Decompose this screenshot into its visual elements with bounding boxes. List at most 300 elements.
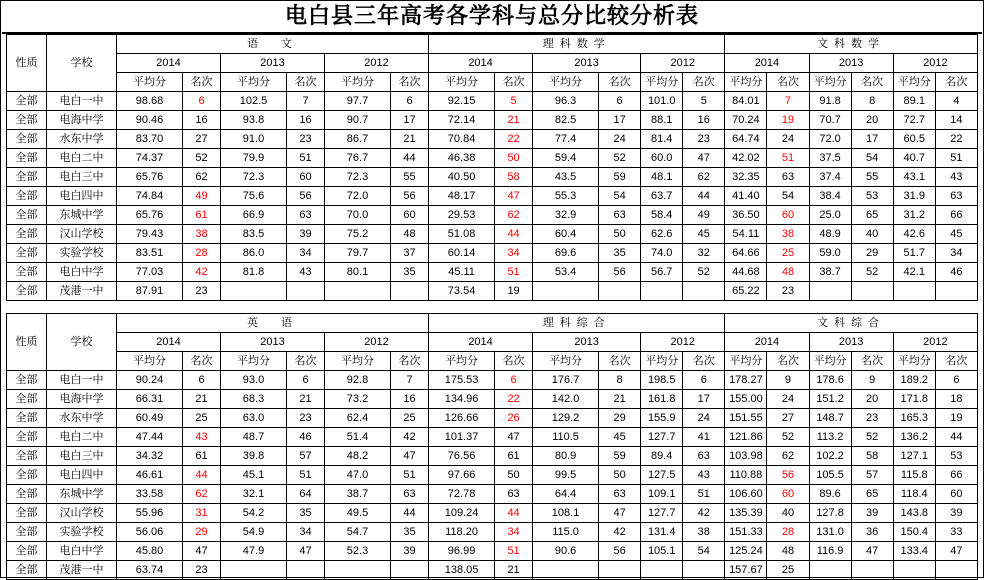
cell-rank: 62 [183, 485, 221, 504]
cell-average-score: 69.6 [533, 244, 599, 263]
cell-average-score: 51.08 [429, 225, 495, 244]
cell-rank: 44 [495, 225, 533, 244]
header-year-2013: 2013 [221, 54, 325, 73]
cell-average-score: 72.3 [221, 168, 287, 187]
cell-average-score: 70.24 [725, 111, 767, 130]
cell-average-score: 53.4 [533, 263, 599, 282]
cell-rank: 39 [391, 542, 429, 561]
cell-average-score: 84.01 [725, 92, 767, 111]
cell-rank: 26 [495, 409, 533, 428]
cell-rank: 33 [935, 523, 977, 542]
cell-average-score: 79.43 [117, 225, 183, 244]
cell-average-score: 39.8 [221, 447, 287, 466]
cell-average-score: 93.8 [221, 111, 287, 130]
cell-rank: 57 [851, 466, 893, 485]
cell-average-score: 135.39 [725, 504, 767, 523]
cell-average-score: 75.6 [221, 187, 287, 206]
cell-rank: 43 [287, 263, 325, 282]
cell-rank: 51 [495, 263, 533, 282]
header-average-score: 平均分 [117, 352, 183, 371]
cell-rank: 48 [767, 542, 809, 561]
cell-rank: 44 [183, 466, 221, 485]
cell-rank: 19 [935, 409, 977, 428]
cell-rank: 21 [391, 130, 429, 149]
cell-property: 全部 [7, 225, 47, 244]
cell-average-score: 80.1 [325, 263, 391, 282]
cell-school-name: 水东中学 [47, 409, 117, 428]
cell-average-score: 72.3 [325, 168, 391, 187]
table-row [7, 561, 978, 580]
header-average-score: 平均分 [893, 73, 935, 92]
cell-average-score: 125.24 [725, 542, 767, 561]
cell-rank: 46 [935, 263, 977, 282]
cell-average-score: 121.86 [725, 428, 767, 447]
cell-average-score: 40.50 [429, 168, 495, 187]
cell-average-score: 47.0 [325, 466, 391, 485]
cell-average-score: 29.53 [429, 206, 495, 225]
cell-rank: 52 [851, 428, 893, 447]
block-separator [1, 301, 983, 313]
cell-property: 全部 [7, 371, 47, 390]
cell-property: 全部 [7, 206, 47, 225]
cell-average-score: 150.4 [893, 523, 935, 542]
cell-rank [599, 282, 641, 301]
cell-average-score: 75.2 [325, 225, 391, 244]
header-subject-2: 理科数学 [429, 35, 725, 54]
cell-rank: 38 [183, 225, 221, 244]
header-year-2013: 2013 [533, 54, 641, 73]
cell-average-score: 86.0 [221, 244, 287, 263]
cell-rank: 35 [599, 244, 641, 263]
header-school: 学校 [47, 314, 117, 371]
cell-average-score: 70.0 [325, 206, 391, 225]
cell-rank: 47 [935, 542, 977, 561]
cell-average-score: 102.2 [809, 447, 851, 466]
cell-rank: 54 [683, 542, 725, 561]
cell-rank: 43 [935, 168, 977, 187]
table-row [7, 206, 978, 225]
header-rank: 名次 [391, 352, 429, 371]
cell-school-name: 东城中学 [47, 485, 117, 504]
cell-average-score: 127.7 [641, 428, 683, 447]
cell-rank: 50 [495, 149, 533, 168]
cell-average-score [893, 282, 935, 301]
cell-rank: 53 [935, 447, 977, 466]
cell-rank: 44 [935, 428, 977, 447]
cell-rank: 23 [683, 130, 725, 149]
cell-average-score: 96.3 [533, 92, 599, 111]
cell-average-score: 86.7 [325, 130, 391, 149]
cell-rank: 63 [391, 485, 429, 504]
cell-rank [391, 561, 429, 580]
cell-average-score: 32.1 [221, 485, 287, 504]
cell-average-score: 136.2 [893, 428, 935, 447]
cell-average-score: 34.32 [117, 447, 183, 466]
header-average-score: 平均分 [429, 73, 495, 92]
cell-school-name: 电白一中 [47, 371, 117, 390]
header-rank: 名次 [935, 73, 977, 92]
cell-average-score: 81.8 [221, 263, 287, 282]
cell-property: 全部 [7, 111, 47, 130]
header-subject-3: 文科数学 [725, 35, 978, 54]
cell-rank: 47 [495, 428, 533, 447]
cell-rank: 62 [683, 168, 725, 187]
cell-rank: 47 [391, 447, 429, 466]
cell-school-name: 电海中学 [47, 390, 117, 409]
cell-average-score: 62.6 [641, 225, 683, 244]
cell-rank: 28 [183, 244, 221, 263]
cell-average-score: 118.4 [893, 485, 935, 504]
header-average-score: 平均分 [809, 73, 851, 92]
cell-rank: 47 [599, 504, 641, 523]
table-row [7, 187, 978, 206]
table-row [7, 447, 978, 466]
cell-property: 全部 [7, 409, 47, 428]
cell-average-score: 89.6 [809, 485, 851, 504]
cell-average-score: 48.7 [221, 428, 287, 447]
cell-rank: 60 [935, 485, 977, 504]
header-year-2013: 2013 [221, 333, 325, 352]
cell-rank: 52 [183, 149, 221, 168]
cell-average-score: 31.9 [893, 187, 935, 206]
cell-rank: 35 [287, 504, 325, 523]
cell-rank: 45 [599, 428, 641, 447]
cell-average-score: 48.17 [429, 187, 495, 206]
cell-property: 全部 [7, 168, 47, 187]
table-row [7, 92, 978, 111]
cell-rank: 8 [599, 371, 641, 390]
cell-rank: 39 [287, 225, 325, 244]
cell-average-score: 101.37 [429, 428, 495, 447]
cell-average-score: 96.99 [429, 542, 495, 561]
cell-rank: 34 [287, 244, 325, 263]
cell-average-score: 171.8 [893, 390, 935, 409]
cell-average-score: 92.15 [429, 92, 495, 111]
cell-rank: 53 [851, 187, 893, 206]
cell-average-score: 102.5 [221, 92, 287, 111]
cell-rank: 18 [935, 390, 977, 409]
cell-rank: 50 [599, 225, 641, 244]
cell-average-score: 52.3 [325, 542, 391, 561]
cell-average-score: 110.88 [725, 466, 767, 485]
cell-rank [391, 282, 429, 301]
cell-average-score [533, 561, 599, 580]
cell-rank: 20 [851, 111, 893, 130]
cell-property: 全部 [7, 447, 47, 466]
cell-rank: 32 [683, 244, 725, 263]
cell-average-score: 48.9 [809, 225, 851, 244]
cell-rank: 52 [851, 263, 893, 282]
cell-average-score: 106.60 [725, 485, 767, 504]
cell-average-score: 83.5 [221, 225, 287, 244]
cell-average-score: 133.4 [893, 542, 935, 561]
cell-rank: 8 [851, 92, 893, 111]
cell-rank: 47 [183, 542, 221, 561]
cell-average-score: 82.5 [533, 111, 599, 130]
cell-rank: 20 [851, 390, 893, 409]
cell-average-score: 72.0 [809, 130, 851, 149]
cell-rank: 51 [767, 149, 809, 168]
cell-rank: 59 [599, 447, 641, 466]
cell-average-score: 31.2 [893, 206, 935, 225]
cell-property: 全部 [7, 485, 47, 504]
cell-rank: 7 [767, 92, 809, 111]
cell-average-score: 36.50 [725, 206, 767, 225]
cell-average-score: 143.8 [893, 504, 935, 523]
cell-rank: 49 [683, 206, 725, 225]
cell-average-score: 80.9 [533, 447, 599, 466]
cell-rank: 42 [183, 263, 221, 282]
cell-rank: 22 [495, 130, 533, 149]
cell-average-score: 64.74 [725, 130, 767, 149]
cell-rank: 24 [767, 130, 809, 149]
cell-rank: 65 [851, 485, 893, 504]
header-rank: 名次 [495, 352, 533, 371]
cell-property: 全部 [7, 130, 47, 149]
cell-rank: 29 [599, 409, 641, 428]
header-average-score: 平均分 [533, 352, 599, 371]
cell-average-score: 118.20 [429, 523, 495, 542]
cell-rank: 45 [935, 225, 977, 244]
cell-average-score: 72.78 [429, 485, 495, 504]
cell-rank: 60 [287, 168, 325, 187]
cell-school-name: 茂港一中 [47, 282, 117, 301]
cell-average-score: 70.84 [429, 130, 495, 149]
cell-average-score [533, 282, 599, 301]
cell-average-score: 87.91 [117, 282, 183, 301]
cell-rank: 40 [851, 225, 893, 244]
cell-average-score: 65.76 [117, 168, 183, 187]
cell-rank: 34 [287, 523, 325, 542]
table-row [7, 130, 978, 149]
cell-rank: 63 [495, 485, 533, 504]
header-year-2012: 2012 [325, 333, 429, 352]
table-row [7, 390, 978, 409]
cell-rank: 42 [683, 504, 725, 523]
cell-average-score: 89.1 [893, 92, 935, 111]
cell-rank: 17 [851, 130, 893, 149]
cell-average-score: 155.00 [725, 390, 767, 409]
cell-rank: 6 [287, 371, 325, 390]
cell-average-score: 40.7 [893, 149, 935, 168]
cell-property: 全部 [7, 263, 47, 282]
table-row [7, 523, 978, 542]
cell-average-score: 99.5 [533, 466, 599, 485]
cell-average-score: 45.11 [429, 263, 495, 282]
cell-rank: 62 [767, 447, 809, 466]
cell-rank: 21 [495, 111, 533, 130]
cell-average-score [893, 561, 935, 580]
cell-average-score: 43.5 [533, 168, 599, 187]
cell-average-score: 48.1 [641, 168, 683, 187]
cell-average-score: 131.0 [809, 523, 851, 542]
cell-average-score: 151.55 [725, 409, 767, 428]
header-average-score: 平均分 [117, 73, 183, 92]
cell-rank: 37 [391, 244, 429, 263]
cell-average-score: 88.1 [641, 111, 683, 130]
cell-average-score: 68.3 [221, 390, 287, 409]
cell-average-score: 63.7 [641, 187, 683, 206]
cell-rank: 6 [183, 371, 221, 390]
cell-rank: 40 [767, 504, 809, 523]
cell-property: 全部 [7, 244, 47, 263]
header-average-score: 平均分 [533, 73, 599, 92]
cell-rank: 21 [495, 561, 533, 580]
cell-rank [851, 561, 893, 580]
cell-average-score: 127.5 [641, 466, 683, 485]
header-average-score: 平均分 [893, 352, 935, 371]
cell-average-score: 178.27 [725, 371, 767, 390]
cell-average-score: 25.0 [809, 206, 851, 225]
cell-school-name: 电白中学 [47, 542, 117, 561]
header-average-score: 平均分 [325, 352, 391, 371]
cell-school-name: 电白四中 [47, 187, 117, 206]
cell-rank: 46 [287, 428, 325, 447]
cell-average-score: 38.7 [325, 485, 391, 504]
cell-school-name: 实验学校 [47, 244, 117, 263]
cell-rank: 54 [851, 149, 893, 168]
cell-average-score: 198.5 [641, 371, 683, 390]
header-year-2012: 2012 [325, 54, 429, 73]
cell-rank: 60 [767, 206, 809, 225]
table-row [7, 111, 978, 130]
cell-rank: 54 [767, 187, 809, 206]
cell-rank: 19 [495, 282, 533, 301]
cell-rank: 23 [767, 282, 809, 301]
cell-rank: 24 [767, 390, 809, 409]
cell-average-score: 56.7 [641, 263, 683, 282]
cell-rank: 24 [683, 409, 725, 428]
cell-rank: 52 [599, 149, 641, 168]
cell-rank: 16 [183, 111, 221, 130]
cell-rank: 23 [287, 409, 325, 428]
cell-average-score: 37.4 [809, 168, 851, 187]
cell-rank: 56 [767, 466, 809, 485]
cell-average-score: 126.66 [429, 409, 495, 428]
cell-rank: 38 [683, 523, 725, 542]
header-rank: 名次 [851, 352, 893, 371]
cell-average-score [809, 561, 851, 580]
cell-average-score: 42.02 [725, 149, 767, 168]
header-rank: 名次 [287, 73, 325, 92]
cell-rank: 47 [495, 187, 533, 206]
cell-rank: 38 [767, 225, 809, 244]
table-row [7, 485, 978, 504]
cell-rank: 55 [391, 168, 429, 187]
header-school: 学校 [47, 35, 117, 92]
cell-average-score: 60.49 [117, 409, 183, 428]
cell-rank: 63 [287, 206, 325, 225]
cell-rank: 52 [767, 428, 809, 447]
cell-rank: 9 [851, 371, 893, 390]
cell-rank: 66 [935, 206, 977, 225]
cell-average-score: 65.76 [117, 206, 183, 225]
cell-average-score: 93.0 [221, 371, 287, 390]
cell-average-score: 98.68 [117, 92, 183, 111]
cell-average-score: 129.2 [533, 409, 599, 428]
cell-average-score: 60.4 [533, 225, 599, 244]
header-rank: 名次 [935, 352, 977, 371]
cell-average-score: 54.2 [221, 504, 287, 523]
table-row [7, 409, 978, 428]
cell-rank: 9 [767, 371, 809, 390]
cell-average-score: 38.4 [809, 187, 851, 206]
cell-rank: 60 [391, 206, 429, 225]
cell-average-score: 90.24 [117, 371, 183, 390]
cell-rank: 22 [935, 130, 977, 149]
cell-property: 全部 [7, 542, 47, 561]
cell-rank: 36 [851, 523, 893, 542]
cell-rank: 35 [391, 523, 429, 542]
cell-average-score: 161.8 [641, 390, 683, 409]
cell-rank: 50 [599, 466, 641, 485]
cell-average-score: 64.4 [533, 485, 599, 504]
cell-rank: 62 [183, 168, 221, 187]
cell-property: 全部 [7, 561, 47, 580]
cell-rank: 56 [391, 187, 429, 206]
cell-average-score: 178.6 [809, 371, 851, 390]
cell-school-name: 电白四中 [47, 466, 117, 485]
header-year-2014: 2014 [429, 54, 533, 73]
cell-average-score: 148.7 [809, 409, 851, 428]
cell-average-score: 115.8 [893, 466, 935, 485]
cell-school-name: 电白一中 [47, 92, 117, 111]
cell-average-score: 151.33 [725, 523, 767, 542]
cell-rank: 21 [599, 390, 641, 409]
cell-rank: 54 [599, 187, 641, 206]
cell-average-score: 83.70 [117, 130, 183, 149]
header-average-score: 平均分 [221, 73, 287, 92]
cell-average-score [809, 282, 851, 301]
header-year-2013: 2013 [533, 333, 641, 352]
cell-average-score: 97.7 [325, 92, 391, 111]
cell-average-score: 43.1 [893, 168, 935, 187]
cell-average-score: 32.9 [533, 206, 599, 225]
cell-school-name: 水东中学 [47, 130, 117, 149]
cell-rank: 64 [287, 485, 325, 504]
cell-rank: 57 [287, 447, 325, 466]
cell-rank: 19 [767, 111, 809, 130]
cell-rank: 51 [935, 149, 977, 168]
cell-average-score: 110.5 [533, 428, 599, 447]
cell-rank: 48 [391, 225, 429, 244]
cell-rank: 39 [935, 504, 977, 523]
cell-average-score: 54.7 [325, 523, 391, 542]
cell-average-score: 48.2 [325, 447, 391, 466]
cell-rank: 47 [851, 542, 893, 561]
cell-average-score: 65.22 [725, 282, 767, 301]
cell-rank: 16 [287, 111, 325, 130]
cell-average-score: 47.9 [221, 542, 287, 561]
cell-average-score: 60.5 [893, 130, 935, 149]
header-rank: 名次 [183, 352, 221, 371]
header-property: 性质 [7, 35, 47, 92]
table-row [7, 225, 978, 244]
cell-average-score: 127.8 [809, 504, 851, 523]
cell-average-score: 165.3 [893, 409, 935, 428]
cell-average-score: 91.0 [221, 130, 287, 149]
cell-rank: 44 [391, 149, 429, 168]
cell-property: 全部 [7, 504, 47, 523]
cell-school-name: 电白三中 [47, 168, 117, 187]
cell-rank: 41 [683, 428, 725, 447]
cell-rank: 25 [391, 409, 429, 428]
cell-average-score: 109.24 [429, 504, 495, 523]
cell-rank: 63 [599, 485, 641, 504]
cell-property: 全部 [7, 92, 47, 111]
cell-average-score: 72.14 [429, 111, 495, 130]
header-year-2012: 2012 [893, 333, 977, 352]
